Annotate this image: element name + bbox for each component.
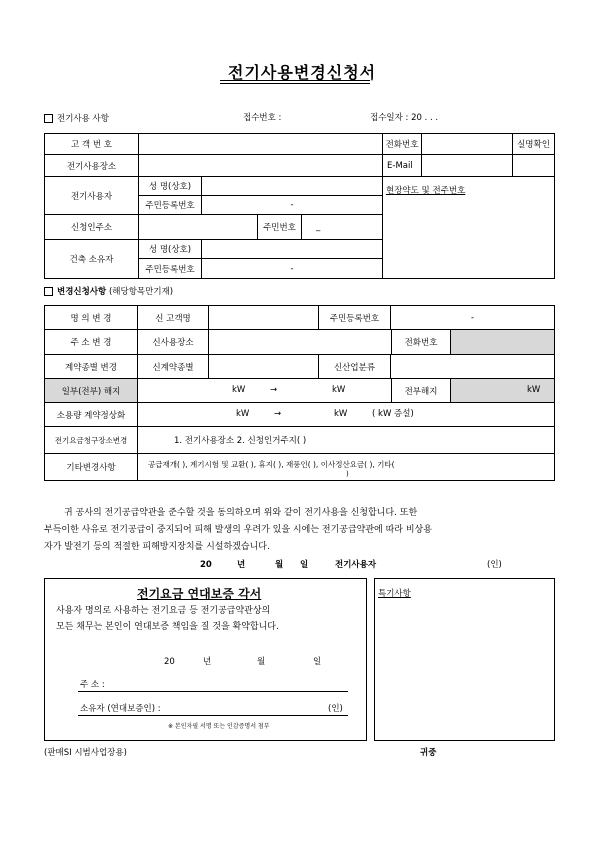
bill-place-options[interactable]: 1. 전기사용장소 2. 신청인거주지( ) <box>137 426 555 454</box>
guarantee-day-unit: 일 <box>313 657 322 667</box>
owner-name-label: 성 명(상호) <box>138 239 202 259</box>
building-owner-label: 건축 소유자 <box>44 239 139 279</box>
user-seal: (인) <box>487 560 502 570</box>
partial-termination-label: 일부(전부) 해지 <box>44 378 138 403</box>
real-name-confirm-label: 실명확인 <box>512 133 555 155</box>
bill-place-change-label: 전기요금청구장소변경 <box>44 426 138 454</box>
phone-label-2: 전화번호 <box>391 329 451 355</box>
phone-label: 전화번호 <box>382 133 422 155</box>
reg-no-label: 주민등록번호 <box>318 305 391 330</box>
section-2-heading: 변경신청사항 (해당항목만기재) <box>44 287 173 297</box>
agreement-line-3: 자가 발전기 등의 적절한 피해방지장치를 시설하겠습니다. <box>44 542 270 552</box>
real-name-confirm-field[interactable] <box>512 154 555 177</box>
customer-number-field[interactable] <box>138 133 383 155</box>
other-changes-label: 기타변경사항 <box>44 453 138 481</box>
user-reg-no-label: 주민등록번호 <box>138 195 202 215</box>
new-place-field[interactable] <box>208 329 392 355</box>
resident-number-label: 주민번호 <box>257 214 302 240</box>
kw-increase: ( kW 증설) <box>372 409 414 419</box>
user-name-field[interactable] <box>201 176 383 196</box>
arrow-icon: → <box>270 385 278 395</box>
owner-reg-no-field[interactable]: - <box>201 258 383 279</box>
remarks-box[interactable] <box>374 578 555 741</box>
contract-change-label: 계약종별 변경 <box>44 354 138 379</box>
arrow-icon: → <box>274 409 282 419</box>
guarantee-address-line[interactable] <box>78 691 348 692</box>
customer-number-label: 고 객 번 호 <box>44 133 139 155</box>
applicant-address-field[interactable] <box>138 214 258 240</box>
checkbox-square-icon <box>44 114 53 123</box>
sign-year: 20 <box>200 560 212 570</box>
address-change-label: 주 소 변 경 <box>44 329 138 355</box>
other-changes-close: ) <box>346 470 349 478</box>
section-1-heading: 전기사용 사항 <box>44 114 109 124</box>
usage-place-label: 전기사용장소 <box>44 154 139 177</box>
title-underline <box>220 80 370 81</box>
new-contract-label: 신계약종별 <box>137 354 209 379</box>
guarantee-month-unit: 월 <box>257 657 266 667</box>
kw-unit-1: kW <box>232 385 246 395</box>
new-contract-field[interactable] <box>208 354 319 379</box>
phone-field-2[interactable] <box>450 329 555 355</box>
partial-termination-field[interactable] <box>137 378 392 403</box>
guarantee-body-2: 모든 채무는 본인이 연대보증 책임을 질 것을 확약합니다. <box>56 622 279 632</box>
guarantee-address-label: 주 소 : <box>80 680 105 690</box>
footer-note: (판매SI 시범사업장용) <box>44 748 127 758</box>
industry-field[interactable] <box>390 354 555 379</box>
guarantee-note: ※ 본인자필 서명 또는 인감증명서 첨부 <box>168 723 270 730</box>
footer-addressee: 귀중 <box>420 748 437 758</box>
title-underline-2 <box>220 83 370 84</box>
name-change-label: 명 의 변 경 <box>44 305 138 330</box>
full-termination-label: 전부해지 <box>391 378 451 403</box>
sign-day-unit: 일 <box>300 560 309 570</box>
applicant-address-label: 신청인주소 <box>44 214 139 240</box>
site-map-label: 현장약도 및 전주번호 <box>386 186 466 196</box>
electric-user-label: 전기사용자 <box>44 176 139 215</box>
owner-name-field[interactable] <box>201 239 383 259</box>
sign-year-unit: 년 <box>237 560 246 570</box>
other-changes-options[interactable]: 공급재개( ), 계기시험 및 교환( ), 휴지( ), 재풍인( ), 이사정산요금( ), 기타( <box>137 453 555 481</box>
receipt-number: 접수번호 : <box>243 113 282 123</box>
new-place-label: 신사용장소 <box>137 329 209 355</box>
usage-place-field[interactable] <box>138 154 383 177</box>
email-field[interactable] <box>421 154 513 177</box>
electric-user-sign-label: 전기사용자 <box>335 560 377 570</box>
email-label: E-Mail <box>382 154 422 177</box>
page-title: 전기사용변경신청서 <box>228 63 377 82</box>
user-reg-no-field[interactable]: - <box>201 195 383 215</box>
guarantee-year: 20 <box>164 657 175 667</box>
receipt-date: 접수일자 : 20 . . . <box>370 113 439 123</box>
guarantor-label: 소유자 (연대보증인) : <box>80 704 161 714</box>
guarantee-title: 전기요금 연대보증 각서 <box>137 587 262 601</box>
new-customer-label: 신 고객명 <box>137 305 209 330</box>
checkbox-square-icon <box>44 287 53 296</box>
guarantee-body-1: 사용자 명의로 사용하는 전기요금 등 전기공급약관상의 <box>56 606 271 616</box>
kw-unit-4: kW <box>236 409 250 419</box>
guarantor-line[interactable] <box>78 715 348 716</box>
reg-no-field[interactable]: - <box>390 305 555 330</box>
kw-unit-2: kW <box>332 385 346 395</box>
kw-unit-5: kW <box>334 409 348 419</box>
industry-label: 신산업분류 <box>318 354 391 379</box>
capacity-normalize-label: 소용량 계약정상화 <box>44 402 138 427</box>
remarks-label: 특기사항 <box>378 589 411 599</box>
agreement-line-1: 귀 공사의 전기공급약관을 준수할 것을 동의하오며 위와 같이 전기사용을 신청합니다. 또한 <box>64 508 418 518</box>
guarantor-seal: (인) <box>328 704 343 714</box>
sign-month-unit: 월 <box>275 560 284 570</box>
user-name-label: 성 명(상호) <box>138 176 202 196</box>
new-customer-field[interactable] <box>208 305 319 330</box>
agreement-line-2: 부득이한 사유로 전기공급이 중지되어 피해 발생의 우려가 있을 시에는 전기공급약관에 따라 비상용 <box>44 525 432 535</box>
owner-reg-no-label: 주민등록번호 <box>138 258 202 279</box>
kw-unit-3: kW <box>527 385 541 395</box>
phone-field[interactable] <box>421 133 513 155</box>
guarantee-year-unit: 년 <box>203 657 212 667</box>
resident-number-field[interactable]: _ <box>301 214 383 240</box>
